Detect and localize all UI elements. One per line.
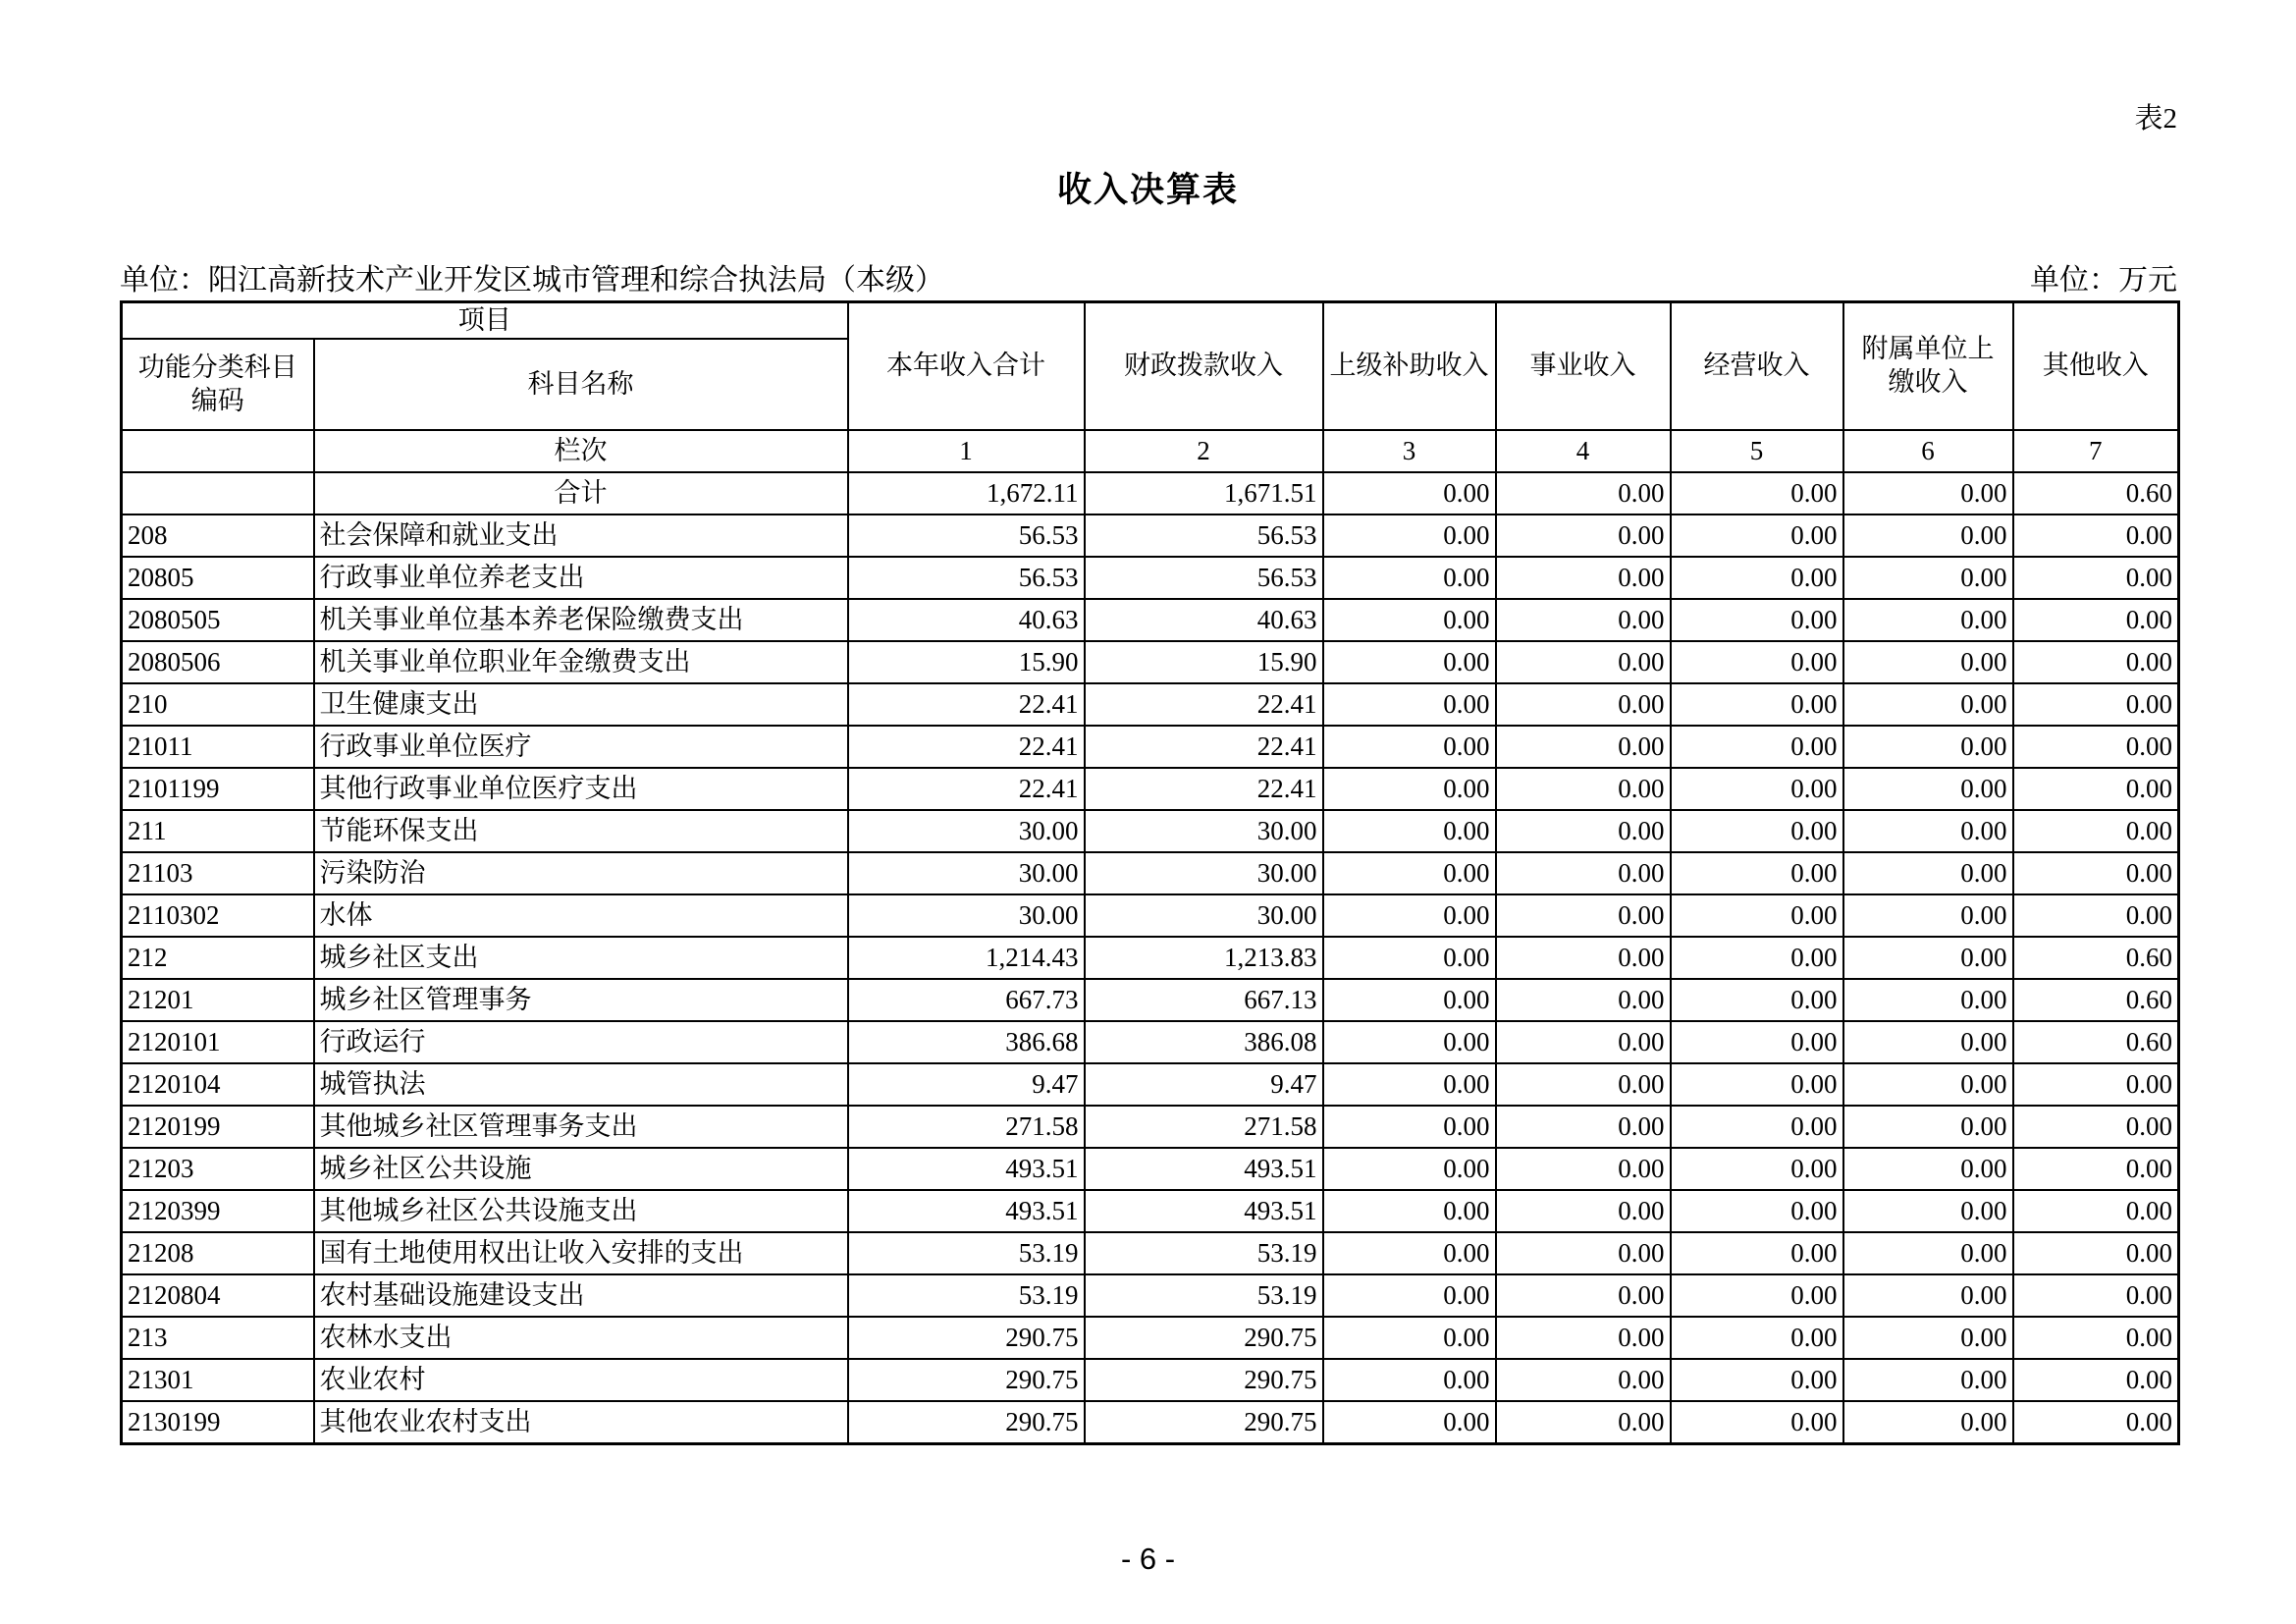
subject-name-cell: 节能环保支出: [314, 810, 848, 852]
value-cell: 290.75: [848, 1401, 1085, 1444]
subject-name-cell: 城管执法: [314, 1063, 848, 1106]
function-code-cell: 212: [122, 937, 314, 979]
value-cell: 0.00: [1323, 894, 1496, 937]
subject-name-cell: 国有土地使用权出让收入安排的支出: [314, 1232, 848, 1274]
value-cell: 0.00: [1843, 1106, 2013, 1148]
value-cell: 493.51: [848, 1190, 1085, 1232]
value-cell: 0.00: [2013, 852, 2179, 894]
value-cell: 0.00: [1843, 1232, 2013, 1274]
value-cell: 9.47: [848, 1063, 1085, 1106]
table-row: [122, 1274, 2179, 1317]
function-code-cell: 2110302: [122, 894, 314, 937]
value-cell: 30.00: [1085, 852, 1323, 894]
column-header: 经营收入: [1671, 302, 1843, 431]
value-cell: 22.41: [1085, 683, 1323, 726]
value-cell: 0.00: [1671, 768, 1843, 810]
lane-number-cell: 1: [848, 430, 1085, 472]
value-cell: 0.00: [1323, 1148, 1496, 1190]
value-cell: 0.00: [1843, 641, 2013, 683]
table-row: [122, 599, 2179, 641]
table-row: [122, 1401, 2179, 1444]
value-cell: 0.00: [1671, 1021, 1843, 1063]
value-cell: 22.41: [1085, 768, 1323, 810]
subject-name-cell: 机关事业单位职业年金缴费支出: [314, 641, 848, 683]
lane-number-cell: 5: [1671, 430, 1843, 472]
function-code-cell: 2120399: [122, 1190, 314, 1232]
function-code-cell: 21011: [122, 726, 314, 768]
table-row: [122, 1317, 2179, 1359]
value-cell: 40.63: [848, 599, 1085, 641]
total-empty-code-cell: [122, 472, 314, 514]
table-row: [122, 1063, 2179, 1106]
value-cell: 0.00: [1323, 1232, 1496, 1274]
value-cell: 0.00: [1496, 1232, 1671, 1274]
function-code-cell: 2120199: [122, 1106, 314, 1148]
value-cell: 1,214.43: [848, 937, 1085, 979]
table-row: [122, 514, 2179, 557]
value-cell: 0.60: [2013, 937, 2179, 979]
value-cell: 0.00: [1843, 852, 2013, 894]
value-cell: 0.00: [2013, 894, 2179, 937]
value-cell: 0.00: [1843, 1063, 2013, 1106]
value-cell: 271.58: [848, 1106, 1085, 1148]
table-row: [122, 1190, 2179, 1232]
value-cell: 0.00: [1843, 1401, 2013, 1444]
table-row: [122, 1148, 2179, 1190]
function-code-cell: 21208: [122, 1232, 314, 1274]
value-cell: 0.60: [2013, 979, 2179, 1021]
function-code-cell: 210: [122, 683, 314, 726]
column-header: 财政拨款收入: [1085, 302, 1323, 431]
value-cell: 290.75: [848, 1359, 1085, 1401]
value-cell: 53.19: [848, 1232, 1085, 1274]
table-row: [122, 641, 2179, 683]
value-cell: 0.00: [1671, 1106, 1843, 1148]
function-code-cell: 21201: [122, 979, 314, 1021]
value-cell: 0.00: [1323, 979, 1496, 1021]
value-cell: 56.53: [848, 557, 1085, 599]
value-cell: 0.00: [1496, 557, 1671, 599]
table-row: [122, 979, 2179, 1021]
value-cell: 0.00: [1323, 1063, 1496, 1106]
value-cell: 0.00: [2013, 1359, 2179, 1401]
value-cell: 0.00: [2013, 1148, 2179, 1190]
value-cell: 0.00: [1671, 683, 1843, 726]
value-cell: 0.00: [1671, 979, 1843, 1021]
value-cell: 0.00: [1843, 1274, 2013, 1317]
lane-number-row: [122, 430, 2179, 472]
table-row: [122, 1106, 2179, 1148]
value-cell: 0.00: [1843, 894, 2013, 937]
value-cell: 0.00: [1323, 852, 1496, 894]
value-cell: 0.00: [1323, 768, 1496, 810]
total-value-cell: 0.00: [1323, 472, 1496, 514]
value-cell: 0.00: [1496, 683, 1671, 726]
value-cell: 0.00: [2013, 768, 2179, 810]
value-cell: 0.00: [1323, 1274, 1496, 1317]
value-cell: 15.90: [1085, 641, 1323, 683]
value-cell: 0.00: [1496, 1063, 1671, 1106]
value-cell: 0.00: [1496, 852, 1671, 894]
value-cell: 0.00: [1843, 514, 2013, 557]
value-cell: 0.00: [1496, 810, 1671, 852]
value-cell: 0.00: [1843, 1317, 2013, 1359]
value-cell: 0.00: [1843, 979, 2013, 1021]
value-cell: 0.00: [1496, 1401, 1671, 1444]
table-row: [122, 1232, 2179, 1274]
value-cell: 0.00: [1323, 1021, 1496, 1063]
subject-name-cell: 社会保障和就业支出: [314, 514, 848, 557]
value-cell: 30.00: [848, 810, 1085, 852]
value-cell: 22.41: [848, 768, 1085, 810]
total-value-cell: 0.00: [1843, 472, 2013, 514]
value-cell: 0.00: [1323, 1359, 1496, 1401]
value-cell: 56.53: [848, 514, 1085, 557]
column-header: 事业收入: [1496, 302, 1671, 431]
value-cell: 30.00: [848, 852, 1085, 894]
function-code-cell: 21203: [122, 1148, 314, 1190]
header-row-project: [122, 302, 2179, 340]
currency-unit-label: 单位：万元: [2030, 264, 2177, 297]
subject-name-cell: 城乡社区公共设施: [314, 1148, 848, 1190]
value-cell: 0.00: [1323, 1106, 1496, 1148]
value-cell: 0.00: [1671, 852, 1843, 894]
column-header: 本年收入合计: [848, 302, 1085, 431]
total-value-cell: 0.00: [1671, 472, 1843, 514]
value-cell: 0.00: [2013, 683, 2179, 726]
lane-number-cell: 3: [1323, 430, 1496, 472]
table-row: [122, 683, 2179, 726]
value-cell: 53.19: [1085, 1232, 1323, 1274]
value-cell: 0.00: [1671, 894, 1843, 937]
value-cell: 0.00: [1671, 1317, 1843, 1359]
page-title: 收入决算表: [1056, 171, 1239, 209]
value-cell: 0.00: [1323, 1190, 1496, 1232]
value-cell: 0.00: [1496, 514, 1671, 557]
value-cell: 0.00: [1843, 768, 2013, 810]
value-cell: 0.00: [2013, 1190, 2179, 1232]
subject-name-cell: 其他城乡社区管理事务支出: [314, 1106, 848, 1148]
function-code-cell: 2120101: [122, 1021, 314, 1063]
value-cell: 0.00: [1671, 599, 1843, 641]
value-cell: 0.00: [1323, 1401, 1496, 1444]
value-cell: 290.75: [1085, 1401, 1323, 1444]
value-cell: 0.00: [1496, 726, 1671, 768]
value-cell: 0.00: [1843, 599, 2013, 641]
value-cell: 0.00: [1496, 599, 1671, 641]
value-cell: 0.00: [1671, 937, 1843, 979]
total-value-cell: 1,671.51: [1085, 472, 1323, 514]
value-cell: 0.00: [1671, 1359, 1843, 1401]
value-cell: 290.75: [1085, 1359, 1323, 1401]
income-final-accounts-table: [120, 300, 2180, 1445]
lane-number-cell: 7: [2013, 430, 2179, 472]
subject-name-cell: 水体: [314, 894, 848, 937]
lane-empty-cell: [122, 430, 314, 472]
table-row: [122, 1021, 2179, 1063]
value-cell: 290.75: [848, 1317, 1085, 1359]
value-cell: 0.00: [2013, 1317, 2179, 1359]
table-row: [122, 1359, 2179, 1401]
value-cell: 0.00: [1671, 1274, 1843, 1317]
value-cell: 0.00: [1323, 726, 1496, 768]
value-cell: 0.00: [1496, 894, 1671, 937]
lane-number-cell: 4: [1496, 430, 1671, 472]
value-cell: 0.00: [1671, 557, 1843, 599]
value-cell: 9.47: [1085, 1063, 1323, 1106]
value-cell: 0.00: [2013, 726, 2179, 768]
value-cell: 0.00: [1671, 1232, 1843, 1274]
value-cell: 0.00: [1843, 937, 2013, 979]
value-cell: 0.00: [1323, 810, 1496, 852]
org-unit-label: 单位：阳江高新技术产业开发区城市管理和综合执法局（本级）: [120, 264, 944, 297]
value-cell: 493.51: [848, 1148, 1085, 1190]
value-cell: 0.00: [1843, 1021, 2013, 1063]
table-row: [122, 894, 2179, 937]
project-header-cell: 项目: [122, 302, 848, 340]
value-cell: 0.00: [1671, 1063, 1843, 1106]
value-cell: 0.00: [1843, 683, 2013, 726]
value-cell: 0.00: [1671, 1401, 1843, 1444]
value-cell: 0.00: [1496, 1148, 1671, 1190]
total-label-cell: 合计: [314, 472, 848, 514]
value-cell: 0.00: [1496, 1359, 1671, 1401]
value-cell: 53.19: [848, 1274, 1085, 1317]
value-cell: 0.00: [1671, 514, 1843, 557]
subject-name-cell: 污染防治: [314, 852, 848, 894]
sheet-number-label: 表2: [2134, 103, 2177, 135]
value-cell: 0.00: [1323, 683, 1496, 726]
table-row: [122, 557, 2179, 599]
code-header-cell: 功能分类科目编码: [122, 339, 314, 430]
value-cell: 0.00: [1496, 979, 1671, 1021]
value-cell: 0.00: [1671, 1148, 1843, 1190]
lane-number-cell: 6: [1843, 430, 2013, 472]
value-cell: 0.00: [2013, 1401, 2179, 1444]
total-value-cell: 0.00: [1496, 472, 1671, 514]
value-cell: 0.00: [1496, 1190, 1671, 1232]
value-cell: 0.00: [1843, 1190, 2013, 1232]
subject-name-cell: 行政事业单位养老支出: [314, 557, 848, 599]
value-cell: 0.00: [1671, 1190, 1843, 1232]
value-cell: 290.75: [1085, 1317, 1323, 1359]
value-cell: 0.00: [1323, 937, 1496, 979]
value-cell: 22.41: [1085, 726, 1323, 768]
column-header: 上级补助收入: [1323, 302, 1496, 431]
value-cell: 0.00: [1843, 1359, 2013, 1401]
value-cell: 30.00: [848, 894, 1085, 937]
function-code-cell: 2130199: [122, 1401, 314, 1444]
subject-name-cell: 城乡社区管理事务: [314, 979, 848, 1021]
function-code-cell: 2080506: [122, 641, 314, 683]
value-cell: 0.00: [1496, 937, 1671, 979]
value-cell: 0.60: [2013, 1021, 2179, 1063]
value-cell: 0.00: [2013, 810, 2179, 852]
function-code-cell: 21301: [122, 1359, 314, 1401]
table-row: [122, 810, 2179, 852]
table-row: [122, 937, 2179, 979]
column-header: 其他收入: [2013, 302, 2179, 431]
total-value-cell: 0.60: [2013, 472, 2179, 514]
lane-label-cell: 栏次: [314, 430, 848, 472]
function-code-cell: 21103: [122, 852, 314, 894]
value-cell: 22.41: [848, 683, 1085, 726]
function-code-cell: 2120104: [122, 1063, 314, 1106]
function-code-cell: 2101199: [122, 768, 314, 810]
subject-name-cell: 行政运行: [314, 1021, 848, 1063]
value-cell: 667.13: [1085, 979, 1323, 1021]
function-code-cell: 208: [122, 514, 314, 557]
total-row: [122, 472, 2179, 514]
table-row: [122, 726, 2179, 768]
subject-name-header-cell: 科目名称: [314, 339, 848, 430]
function-code-cell: 2120804: [122, 1274, 314, 1317]
value-cell: 1,213.83: [1085, 937, 1323, 979]
subject-name-cell: 其他行政事业单位医疗支出: [314, 768, 848, 810]
value-cell: 30.00: [1085, 810, 1323, 852]
lane-number-cell: 2: [1085, 430, 1323, 472]
table-row: [122, 852, 2179, 894]
value-cell: 667.73: [848, 979, 1085, 1021]
meta-row: [120, 255, 2177, 298]
value-cell: 15.90: [848, 641, 1085, 683]
column-header: 附属单位上缴收入: [1843, 302, 2013, 431]
value-cell: 271.58: [1085, 1106, 1323, 1148]
subject-name-cell: 农业农村: [314, 1359, 848, 1401]
value-cell: 0.00: [1496, 768, 1671, 810]
subject-name-cell: 农林水支出: [314, 1317, 848, 1359]
page-number: - 6 -: [1120, 1542, 1176, 1576]
table-row: [122, 768, 2179, 810]
value-cell: 0.00: [2013, 641, 2179, 683]
value-cell: 0.00: [1496, 641, 1671, 683]
subject-name-cell: 行政事业单位医疗: [314, 726, 848, 768]
subject-name-cell: 其他城乡社区公共设施支出: [314, 1190, 848, 1232]
value-cell: 0.00: [2013, 514, 2179, 557]
value-cell: 0.00: [1496, 1106, 1671, 1148]
value-cell: 56.53: [1085, 557, 1323, 599]
value-cell: 0.00: [1496, 1317, 1671, 1359]
value-cell: 0.00: [2013, 1274, 2179, 1317]
value-cell: 0.00: [1671, 726, 1843, 768]
value-cell: 0.00: [1843, 1148, 2013, 1190]
value-cell: 386.68: [848, 1021, 1085, 1063]
function-code-cell: 211: [122, 810, 314, 852]
value-cell: 0.00: [1323, 641, 1496, 683]
function-code-cell: 2080505: [122, 599, 314, 641]
value-cell: 30.00: [1085, 894, 1323, 937]
value-cell: 0.00: [2013, 1106, 2179, 1148]
subject-name-cell: 其他农业农村支出: [314, 1401, 848, 1444]
value-cell: 0.00: [1843, 726, 2013, 768]
value-cell: 0.00: [1323, 514, 1496, 557]
value-cell: 0.00: [1843, 810, 2013, 852]
value-cell: 0.00: [2013, 1063, 2179, 1106]
subject-name-cell: 城乡社区支出: [314, 937, 848, 979]
value-cell: 0.00: [1323, 557, 1496, 599]
function-code-cell: 213: [122, 1317, 314, 1359]
value-cell: 0.00: [1323, 599, 1496, 641]
value-cell: 0.00: [2013, 557, 2179, 599]
subject-name-cell: 卫生健康支出: [314, 683, 848, 726]
value-cell: 386.08: [1085, 1021, 1323, 1063]
subject-name-cell: 农村基础设施建设支出: [314, 1274, 848, 1317]
subject-name-cell: 机关事业单位基本养老保险缴费支出: [314, 599, 848, 641]
value-cell: 0.00: [2013, 599, 2179, 641]
value-cell: 22.41: [848, 726, 1085, 768]
value-cell: 0.00: [1671, 641, 1843, 683]
value-cell: 493.51: [1085, 1148, 1323, 1190]
value-cell: 40.63: [1085, 599, 1323, 641]
value-cell: 56.53: [1085, 514, 1323, 557]
value-cell: 53.19: [1085, 1274, 1323, 1317]
value-cell: 493.51: [1085, 1190, 1323, 1232]
value-cell: 0.00: [1496, 1274, 1671, 1317]
value-cell: 0.00: [2013, 1232, 2179, 1274]
value-cell: 0.00: [1843, 557, 2013, 599]
function-code-cell: 20805: [122, 557, 314, 599]
total-value-cell: 1,672.11: [848, 472, 1085, 514]
value-cell: 0.00: [1496, 1021, 1671, 1063]
value-cell: 0.00: [1323, 1317, 1496, 1359]
value-cell: 0.00: [1671, 810, 1843, 852]
